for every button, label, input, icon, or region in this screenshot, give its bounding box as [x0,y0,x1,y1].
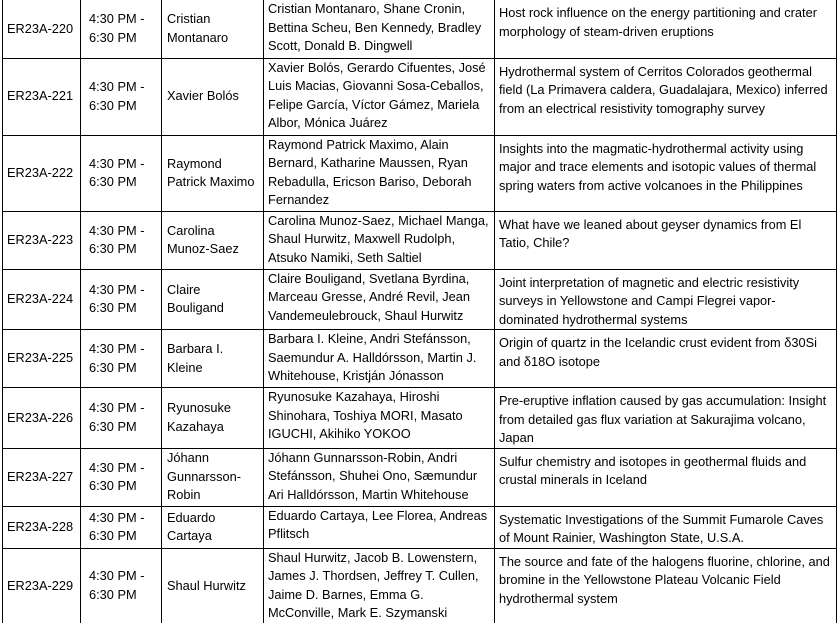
table-row [3,269,837,330]
session-id-cell: ER23A-226 [3,388,81,449]
abstract-title-cell: The source and fate of the halogens fluorine, chlorine, and bromine in the Yellowstone Plateau Volcanic Field hydrothermal system [495,548,837,623]
session-time-cell: 4:30 PM - 6:30 PM [81,0,162,58]
table-row [3,135,837,211]
abstract-title-cell: Hydrothermal system of Cerritos Colorados geothermal field (La Primavera caldera, Guadalajara, Mexico) inferred from an electrical resistivity tomography survey [495,58,837,135]
session-id-cell: ER23A-227 [3,448,81,506]
authors-cell: Ryunosuke Kazahaya, Hiroshi Shinohara, Toshiya MORI, Masato IGUCHI, Akihiko YOKOO [264,388,495,449]
abstract-title-cell: Sulfur chemistry and isotopes in geothermal fluids and crustal minerals in Iceland [495,448,837,506]
presenter-cell: Xavier Bolós [162,58,264,135]
authors-cell: Jóhann Gunnarsson-Robin, Andri Stefánsson, Shuhei Ono, Sæmundur Ari Halldórsson, Martin Whitehouse [264,448,495,506]
authors-cell: Barbara I. Kleine, Andri Stefánsson, Saemundur A. Halldórsson, Martin J. Whitehouse, Kristján Jónasson [264,330,495,388]
table-row [3,548,837,623]
table-row [3,58,837,135]
session-time-cell: 4:30 PM - 6:30 PM [81,135,162,211]
session-id-cell: ER23A-220 [3,0,81,58]
authors-cell: Cristian Montanaro, Shane Cronin, Bettina Scheu, Ben Kennedy, Bradley Scott, Donald B. Dingwell [264,0,495,58]
session-time-cell: 4:30 PM - 6:30 PM [81,506,162,548]
presenter-cell: Cristian Montanaro [162,0,264,58]
authors-cell: Xavier Bolós, Gerardo Cifuentes, José Luis Macias, Giovanni Sosa-Ceballos, Felipe García, Víctor Gámez, Mariela Albor, Mónica Juárez [264,58,495,135]
abstract-title-cell: Systematic Investigations of the Summit Fumarole Caves of Mount Rainier, Washington State, U.S.A. [495,506,837,548]
session-time-cell: 4:30 PM - 6:30 PM [81,548,162,623]
session-id-cell: ER23A-223 [3,211,81,269]
abstract-title-cell: Host rock influence on the energy partitioning and crater morphology of steam-driven eruptions [495,0,837,58]
abstract-title-cell: What have we leaned about geyser dynamics from El Tatio, Chile? [495,211,837,269]
authors-cell: Shaul Hurwitz, Jacob B. Lowenstern, James J. Thordsen, Jeffrey T. Cullen, Jaime D. Barnes, Emma G. McConville, Mark E. Szymanski [264,548,495,623]
presenter-cell: Ryunosuke Kazahaya [162,388,264,449]
session-time-cell: 4:30 PM - 6:30 PM [81,448,162,506]
session-id-cell: ER23A-229 [3,548,81,623]
presenter-cell: Raymond Patrick Maximo [162,135,264,211]
table-row [3,388,837,449]
table-row [3,448,837,506]
session-time-cell: 4:30 PM - 6:30 PM [81,58,162,135]
session-id-cell: ER23A-221 [3,58,81,135]
table-row [3,211,837,269]
session-time-cell: 4:30 PM - 6:30 PM [81,211,162,269]
table-row [3,506,837,548]
sessions-table-body [3,0,837,623]
session-id-cell: ER23A-225 [3,330,81,388]
presenter-cell: Eduardo Cartaya [162,506,264,548]
authors-cell: Claire Bouligand, Svetlana Byrdina, Marceau Gresse, André Revil, Jean Vandemeulebrouck, Shaul Hurwitz [264,269,495,330]
abstract-title-cell: Origin of quartz in the Icelandic crust evident from δ30Si and δ18O isotope [495,330,837,388]
authors-cell: Raymond Patrick Maximo, Alain Bernard, Katharine Maussen, Ryan Rebadulla, Ericson Bariso, Deborah Fernandez [264,135,495,211]
session-time-cell: 4:30 PM - 6:30 PM [81,330,162,388]
session-id-cell: ER23A-224 [3,269,81,330]
table-row [3,330,837,388]
presenter-cell: Claire Bouligand [162,269,264,330]
presenter-cell: Jóhann Gunnarsson-Robin [162,448,264,506]
session-id-cell: ER23A-222 [3,135,81,211]
presenter-cell: Barbara I. Kleine [162,330,264,388]
presenter-cell: Carolina Munoz-Saez [162,211,264,269]
presenter-cell: Shaul Hurwitz [162,548,264,623]
abstract-title-cell: Joint interpretation of magnetic and electric resistivity surveys in Yellowstone and Campi Flegrei vapor-dominated hydrothermal systems [495,269,837,330]
session-time-cell: 4:30 PM - 6:30 PM [81,388,162,449]
authors-cell: Carolina Munoz-Saez, Michael Manga, Shaul Hurwitz, Maxwell Rudolph, Atsuko Namiki, Seth Saltiel [264,211,495,269]
session-id-cell: ER23A-228 [3,506,81,548]
session-time-cell: 4:30 PM - 6:30 PM [81,269,162,330]
abstract-title-cell: Pre-eruptive inflation caused by gas accumulation: Insight from detailed gas flux variation at Sakurajima volcano, Japan [495,388,837,449]
abstract-title-cell: Insights into the magmatic-hydrothermal activity using major and trace elements and isotopic values of thermal spring waters from active volcanoes in the Philippines [495,135,837,211]
sessions-table [2,0,837,623]
table-row [3,0,837,58]
authors-cell: Eduardo Cartaya, Lee Florea, Andreas Pflitsch [264,506,495,548]
